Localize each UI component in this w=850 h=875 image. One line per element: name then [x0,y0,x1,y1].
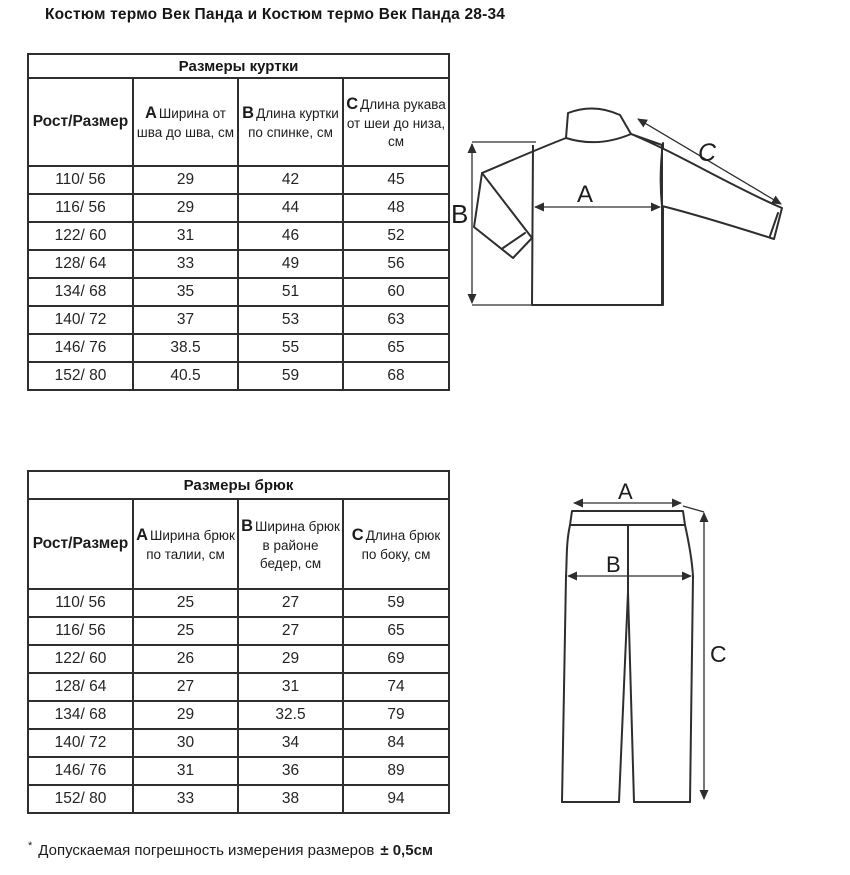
measure-value-cell: 52 [343,222,449,250]
col-header-a [133,78,238,166]
table-row [28,334,449,362]
jacket-diagram-icon [450,92,850,342]
measure-letter-c: C [346,94,359,113]
table-row [28,166,449,194]
measure-value-cell: 29 [133,701,238,729]
tolerance-footnote [28,840,433,859]
measure-value-cell: 74 [343,673,449,701]
footnote-text: Допускаемая погрешность измерения размеров [38,842,375,859]
pants-left-outer-edge [562,525,570,802]
measure-value-cell: 59 [343,589,449,617]
table-row [28,785,449,813]
table-row [28,250,449,278]
measure-value-cell: 49 [238,250,343,278]
pants-table-title: Размеры брюк [28,471,449,499]
pants-size-table [27,470,450,814]
size-cell: 152/ 80 [28,785,133,813]
size-cell: 128/ 64 [28,673,133,701]
measure-value-cell: 59 [238,362,343,390]
col-header-b [238,499,343,589]
size-cell: 146/ 76 [28,757,133,785]
measure-value-cell: 89 [343,757,449,785]
measure-value-cell: 35 [133,278,238,306]
table-row [28,194,449,222]
jacket-left-sleeve [474,173,532,258]
measure-value-cell: 30 [133,729,238,757]
measure-value-cell: 25 [133,589,238,617]
measure-desc-b: Ширина брюк в районе бедер, см [254,518,340,571]
size-cell: 116/ 56 [28,194,133,222]
jacket-measure-label-a: A [577,181,594,208]
measure-value-cell: 31 [133,757,238,785]
measure-value-cell: 46 [238,222,343,250]
measure-letter-b: B [242,103,255,122]
table-row [28,362,449,390]
jacket-measure-label-c: C [698,139,717,167]
column-header-row [28,78,449,166]
measure-value-cell: 27 [238,589,343,617]
footnote-tolerance-value: ± 0,5см [380,842,434,859]
measure-desc-c: Длина рукава от шеи до низа, см [346,96,446,149]
measure-value-cell: 79 [343,701,449,729]
size-cell: 110/ 56 [28,166,133,194]
jacket-table-title: Размеры куртки [28,54,449,78]
size-cell: 110/ 56 [28,589,133,617]
table-title-row [28,54,449,78]
measure-value-cell: 84 [343,729,449,757]
table-row [28,589,449,617]
table-row [28,701,449,729]
measure-letter-a: A [136,525,148,544]
measure-value-cell: 65 [343,334,449,362]
measure-value-cell: 38.5 [133,334,238,362]
measure-value-cell: 31 [238,673,343,701]
pants-measure-c-leader [683,506,704,512]
footnote-asterisk: * [28,840,33,852]
measure-value-cell: 65 [343,617,449,645]
pants-diagram-icon [550,480,735,825]
measure-value-cell: 29 [133,166,238,194]
measure-value-cell: 53 [238,306,343,334]
measure-letter-b: B [241,516,253,535]
size-cell: 122/ 60 [28,222,133,250]
measure-value-cell: 60 [343,278,449,306]
table-row [28,729,449,757]
measure-value-cell: 33 [133,250,238,278]
measure-value-cell: 34 [238,729,343,757]
measure-value-cell: 29 [133,194,238,222]
pants-waistband [570,511,685,525]
jacket-collar [566,108,631,142]
measure-value-cell: 68 [343,362,449,390]
measure-value-cell: 42 [238,166,343,194]
size-cell: 140/ 72 [28,729,133,757]
measure-letter-c: C [351,525,364,544]
pants-measure-label-a: A [618,480,633,504]
measure-value-cell: 37 [133,306,238,334]
col-header-c [343,78,449,166]
measure-value-cell: 63 [343,306,449,334]
col-header-size: Рост/Размер [28,499,133,589]
col-header-size: Рост/Размер [28,78,133,166]
measure-desc-c: Длина брюк по боку, см [361,527,441,562]
size-cell: 122/ 60 [28,645,133,673]
table-row [28,617,449,645]
table-row [28,645,449,673]
table-row [28,757,449,785]
measure-value-cell: 32.5 [238,701,343,729]
size-cell: 140/ 72 [28,306,133,334]
jacket-left-shoulder-seam [482,138,566,173]
measure-desc-a: Ширина от шва до шва, см [136,105,235,140]
table-title-row [28,471,449,499]
size-cell: 128/ 64 [28,250,133,278]
measure-value-cell: 48 [343,194,449,222]
measure-value-cell: 45 [343,166,449,194]
measure-value-cell: 38 [238,785,343,813]
measure-value-cell: 33 [133,785,238,813]
table-row [28,306,449,334]
size-cell: 152/ 80 [28,362,133,390]
measure-value-cell: 55 [238,334,343,362]
measure-value-cell: 51 [238,278,343,306]
measure-value-cell: 36 [238,757,343,785]
measure-value-cell: 56 [343,250,449,278]
table-row [28,673,449,701]
jacket-measure-label-b: B [451,199,469,229]
pants-measure-label-c: C [710,641,727,667]
jacket-size-table [27,53,450,391]
pants-measure-label-b: B [606,552,621,577]
pants-right-inner-edge [628,592,634,802]
jacket-body [532,143,663,305]
table-row [28,222,449,250]
table-row [28,278,449,306]
measure-value-cell: 94 [343,785,449,813]
measure-desc-a: Ширина брюк по талии, см [146,527,235,562]
column-header-row [28,499,449,589]
measure-value-cell: 40.5 [133,362,238,390]
pants-left-inner-edge [619,592,628,802]
measure-letter-a: A [145,103,157,122]
page-title: Костюм термо Век Панда и Костюм термо Век Панда 28-34 [45,6,506,23]
pants-right-outer-edge [685,525,693,802]
size-cell: 116/ 56 [28,617,133,645]
col-header-a [133,499,238,589]
col-header-c [343,499,449,589]
measure-value-cell: 29 [238,645,343,673]
col-header-b [238,78,343,166]
size-cell: 134/ 68 [28,701,133,729]
measure-value-cell: 44 [238,194,343,222]
measure-desc-b: Длина куртки по спинке, см [248,105,339,140]
measure-value-cell: 69 [343,645,449,673]
size-cell: 146/ 76 [28,334,133,362]
size-cell: 134/ 68 [28,278,133,306]
measure-value-cell: 27 [133,673,238,701]
measure-value-cell: 31 [133,222,238,250]
measure-value-cell: 26 [133,645,238,673]
measure-value-cell: 25 [133,617,238,645]
measure-value-cell: 27 [238,617,343,645]
